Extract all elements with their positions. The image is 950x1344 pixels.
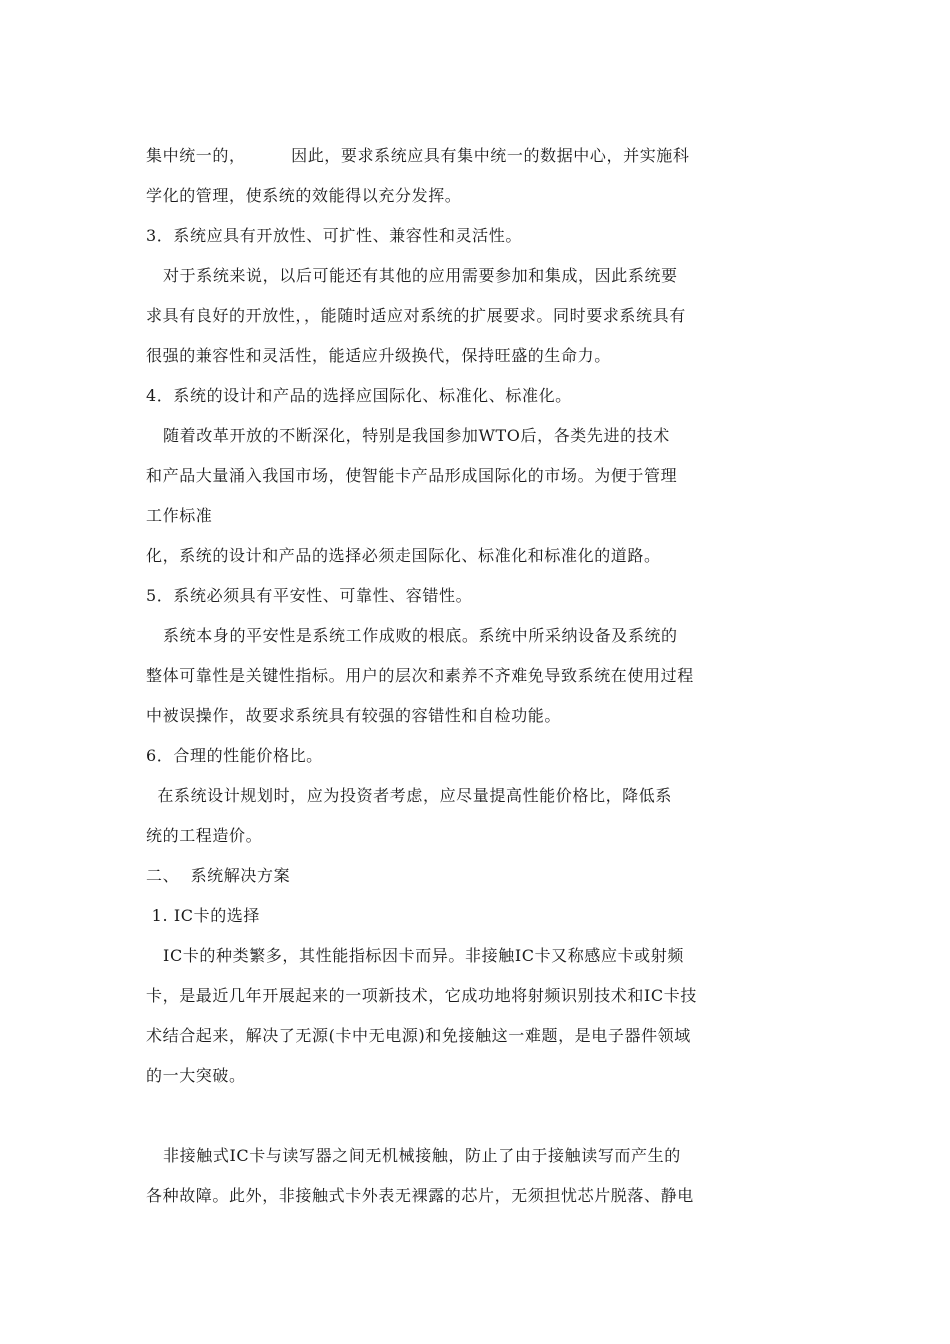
paragraph-line: 化，系统的设计和产品的选择必须走国际化、标准化和标准化的道路。 (146, 546, 661, 565)
paragraph-line: IC卡的种类繁多，其性能指标因卡而异。非接触IC卡又称感应卡或射频 (146, 946, 684, 965)
paragraph-line: 各种故障。此外，非接触式卡外表无裸露的芯片，无须担忧芯片脱落、静电 (146, 1186, 694, 1205)
section-heading: 4．系统的设计和产品的选择应国际化、标准化、标准化。 (146, 386, 572, 405)
paragraph-line: 工作标准 (146, 506, 213, 525)
paragraph-line: 统的工程造价。 (146, 826, 263, 845)
paragraph-line: 的一大突破。 (146, 1066, 246, 1085)
paragraph-line: 系统本身的平安性是系统工作成败的根底。系统中所采纳设备及系统的 (146, 626, 678, 645)
chapter-heading: 二、 系统解决方案 (146, 866, 291, 885)
paragraph-line: 卡，是最近几年开展起来的一项新技术，它成功地将射频识别技术和IC卡技 (146, 986, 697, 1005)
paragraph-line: 很强的兼容性和灵活性，能适应升级换代，保持旺盛的生命力。 (146, 346, 611, 365)
section-heading: 5．系统必须具有平安性、可靠性、容错性。 (146, 586, 473, 605)
paragraph-line: 在系统设计规划时，应为投资者考虑，应尽量提高性能价格比，降低系 (146, 786, 672, 805)
paragraph-line: 集中统一的， 因此，要求系统应具有集中统一的数据中心，并实施科 (146, 146, 690, 165)
section-heading: 6．合理的性能价格比。 (146, 746, 323, 765)
paragraph-line: 求具有良好的开放性，，能随时适应对系统的扩展要求。同时要求系统具有 (146, 306, 686, 325)
paragraph-line: 术结合起来，解决了无源(卡中无电源)和免接触这一难题，是电子器件领域 (146, 1026, 691, 1045)
subsection-heading: 1. IC卡的选择 (146, 906, 261, 925)
paragraph-line: 对于系统来说，以后可能还有其他的应用需要参加和集成，因此系统要 (146, 266, 678, 285)
paragraph-line: 中被误操作，故要求系统具有较强的容错性和自检功能。 (146, 706, 562, 725)
section-heading: 3．系统应具有开放性、可扩性、兼容性和灵活性。 (146, 226, 522, 245)
paragraph-line: 学化的管理，使系统的效能得以充分发挥。 (146, 186, 462, 205)
paragraph-line: 随着改革开放的不断深化，特别是我国参加WTO后，各类先进的技术 (146, 426, 670, 445)
paragraph-line: 整体可靠性是关键性指标。用户的层次和素养不齐难免导致系统在使用过程 (146, 666, 694, 685)
paragraph-line: 和产品大量涌入我国市场，使智能卡产品形成国际化的市场。为便于管理 (146, 466, 678, 485)
paragraph-line: 非接触式IC卡与读写器之间无机械接触，防止了由于接触读写而产生的 (146, 1146, 681, 1165)
